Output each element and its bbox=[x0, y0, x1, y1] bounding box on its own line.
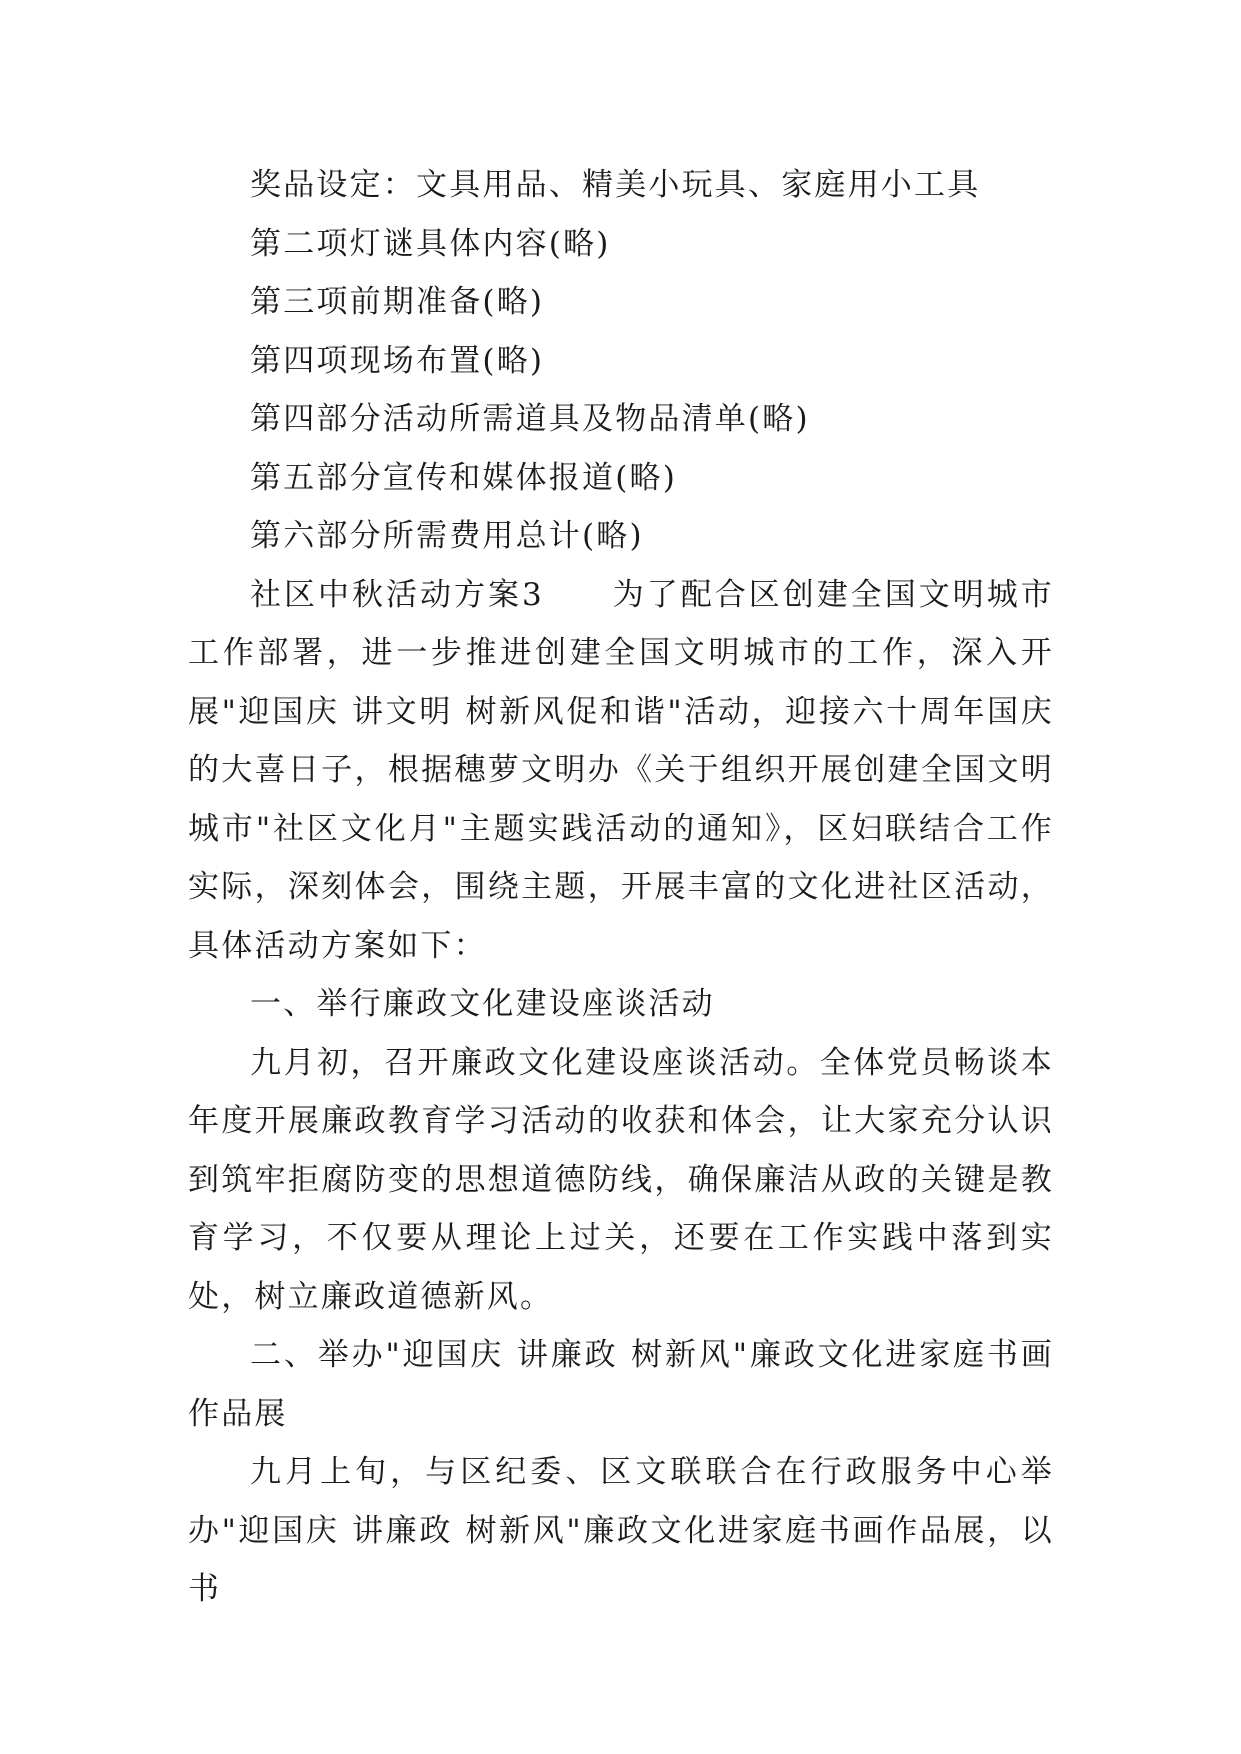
prizes-line: 奖品设定：文具用品、精美小玩具、家庭用小工具 bbox=[250, 167, 981, 203]
section-1-title: 一、举行廉政文化建设座谈活动 bbox=[250, 986, 715, 1022]
document-body bbox=[188, 156, 1054, 1619]
section-2-paragraph: 九月上旬，与区纪委、区文联联合在行政服务中心举办"迎国庆 讲廉政 树新风"廉政文化进家庭书画作品展，以书 bbox=[188, 1454, 1054, 1607]
section-2-title: 二、举办"迎国庆 讲廉政 树新风"廉政文化进家庭书画作品展 bbox=[188, 1337, 1054, 1432]
part-6-line: 第六部分所需费用总计(略) bbox=[250, 518, 644, 554]
item-2-line: 第二项灯谜具体内容(略) bbox=[250, 225, 611, 262]
item-4-line: 第四项现场布置(略) bbox=[250, 342, 545, 379]
plan-3-intro-paragraph: 社区中秋活动方案3 为了配合区创建全国文明城市工作部署，进一步推进创建全国文明城市的工作，深入开展"迎国庆 讲文明 树新风促和谐"活动，迎接六十周年国庆的大喜日子，根据穗萝文明办《关于组织开展创建全国文明城市"社区文化月"主题实践活动的通知》，区妇联结合工作实际，深刻体会，围绕主题，开展丰富的文化进社区活动，具体活动方案如下： bbox=[188, 576, 1054, 964]
item-3-line: 第三项前期准备(略) bbox=[250, 284, 545, 320]
part-5-line: 第五部分宣传和媒体报道(略) bbox=[250, 459, 677, 496]
section-1-paragraph: 九月初，召开廉政文化建设座谈活动。全体党员畅谈本年度开展廉政教育学习活动的收获和体会，让大家充分认识到筑牢拒腐防变的思想道德防线，确保廉洁从政的关键是教育学习，不仅要从理论上过关，还要在工作实践中落到实处，树立廉政道德新风。 bbox=[188, 1044, 1054, 1315]
part-4-line: 第四部分活动所需道具及物品清单(略) bbox=[250, 401, 810, 437]
